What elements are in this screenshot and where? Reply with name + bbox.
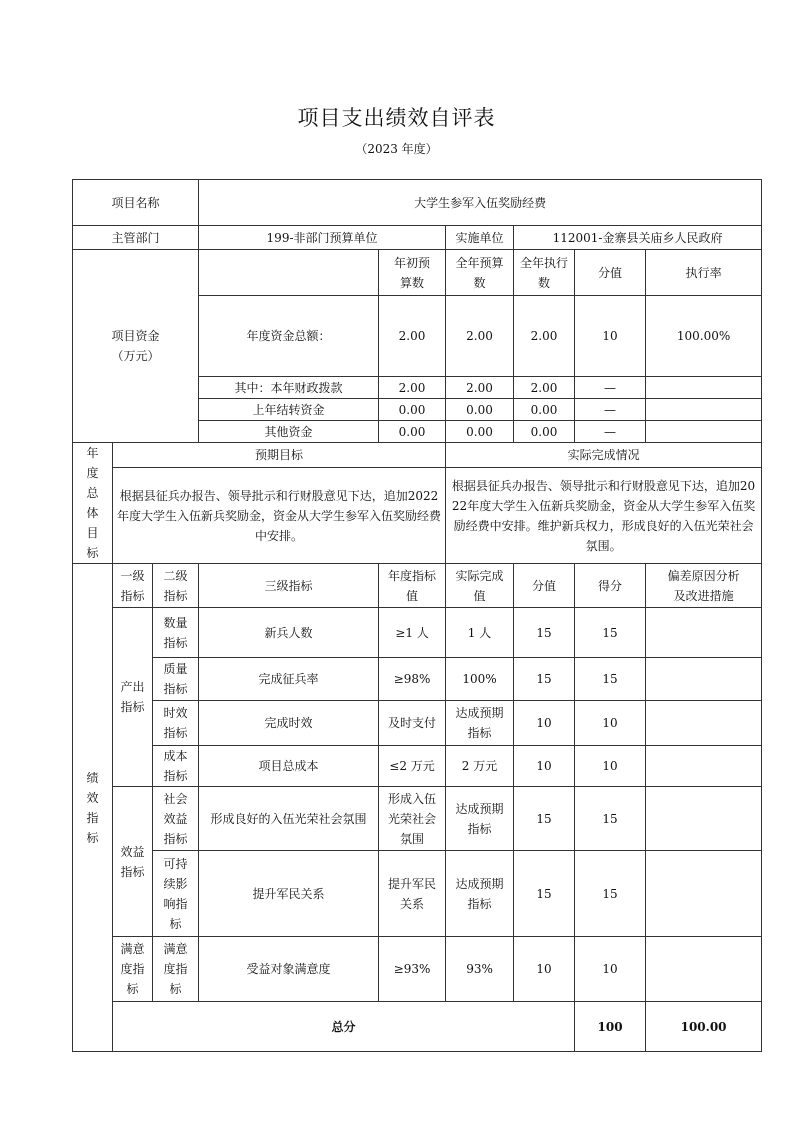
value-cell: 15 (514, 608, 575, 658)
funds-row-label: 其中：本年财政拨款 (199, 377, 379, 399)
funds-executed: 2.00 (514, 377, 575, 399)
col-actual: 实际完成 值 (446, 564, 514, 608)
col-deviation: 偏差原因分析 及改进措施 (646, 564, 762, 608)
level3-cell: 受益对象满意度 (199, 937, 379, 1002)
col-level3: 三级指标 (199, 564, 379, 608)
indicator-row (73, 701, 762, 746)
level2-cell: 社会 效益 指标 (153, 787, 199, 851)
indicator-row (73, 746, 762, 787)
page-subtitle: （2023 年度） (355, 142, 438, 156)
level3-cell: 完成征兵率 (199, 658, 379, 701)
level2-cell: 时效 指标 (153, 701, 199, 746)
department-row (73, 226, 762, 250)
expected-goal-label: 预期目标 (113, 443, 446, 468)
funds-rate (646, 377, 762, 399)
funds-initial: 2.00 (379, 296, 446, 377)
funds-rate: 100.00% (646, 296, 762, 377)
funds-row-label: 上年结转资金 (199, 399, 379, 421)
deviation-cell (646, 608, 762, 658)
target-cell: 形成入伍 光荣社会 氛围 (379, 787, 446, 851)
funds-score-value: — (575, 399, 646, 421)
funds-score-value: 10 (575, 296, 646, 377)
impl-value: 112001-金寨县关庙乡人民政府 (514, 226, 762, 250)
deviation-cell (646, 787, 762, 851)
funds-initial: 0.00 (379, 399, 446, 421)
self-evaluation-table (72, 179, 762, 1052)
deviation-cell (646, 746, 762, 787)
deviation-cell (646, 701, 762, 746)
level1-satisfaction: 满意 度指 标 (113, 937, 153, 1002)
actual-cell: 93% (446, 937, 514, 1002)
expected-goal-text: 根据县征兵办报告、领导批示和行财股意见下达，追加2022年度大学生入伍新兵奖励金，资金从大学生参军入伍奖励经费中安排。 (113, 468, 446, 564)
value-cell: 10 (514, 746, 575, 787)
indicator-row (73, 851, 762, 937)
funds-rate (646, 421, 762, 443)
score-cell: 10 (575, 937, 646, 1002)
score-cell: 10 (575, 746, 646, 787)
level3-cell: 新兵人数 (199, 608, 379, 658)
total-value: 100 (575, 1002, 646, 1052)
deviation-cell (646, 658, 762, 701)
level2-cell: 成本 指标 (153, 746, 199, 787)
level2-cell: 质量 指标 (153, 658, 199, 701)
funds-col-executed: 全年执行 数 (514, 250, 575, 296)
score-cell: 15 (575, 851, 646, 937)
actual-result-text: 根据县征兵办报告、领导批示和行财股意见下达，追加2022年度大学生入伍新兵奖励金，资金从大学生参军入伍奖励经费中安排。维护新兵权力，形成良好的入伍光荣社会氛围。 (446, 468, 762, 564)
col-score: 得分 (575, 564, 646, 608)
indicator-row (73, 608, 762, 658)
col-level2: 二级 指标 (153, 564, 199, 608)
funds-score-value: — (575, 421, 646, 443)
funds-col-rate: 执行率 (646, 250, 762, 296)
indicators-header-row (73, 564, 762, 608)
level3-cell: 项目总成本 (199, 746, 379, 787)
funds-annual: 0.00 (446, 399, 514, 421)
target-cell: ≥98% (379, 658, 446, 701)
deviation-cell (646, 851, 762, 937)
score-cell: 15 (575, 608, 646, 658)
level1-output: 产出 指标 (113, 608, 153, 787)
score-cell: 10 (575, 701, 646, 746)
target-cell: ≥1 人 (379, 608, 446, 658)
indicator-row (73, 787, 762, 851)
funds-col-annual: 全年预算 数 (446, 250, 514, 296)
funds-annual: 0.00 (446, 421, 514, 443)
target-cell: 提升军民 关系 (379, 851, 446, 937)
col-target: 年度指标 值 (379, 564, 446, 608)
score-cell: 15 (575, 787, 646, 851)
value-cell: 15 (514, 787, 575, 851)
value-cell: 10 (514, 937, 575, 1002)
funds-initial: 2.00 (379, 377, 446, 399)
actual-cell: 1 人 (446, 608, 514, 658)
deviation-cell (646, 937, 762, 1002)
score-cell: 15 (575, 658, 646, 701)
target-cell: 及时支付 (379, 701, 446, 746)
col-level1: 一级 指标 (113, 564, 153, 608)
total-label: 总分 (113, 1002, 575, 1052)
indicator-row (73, 658, 762, 701)
page-title: 项目支出绩效自评表 (297, 106, 496, 130)
funds-initial: 0.00 (379, 421, 446, 443)
level2-cell: 可持 续影 响指 标 (153, 851, 199, 937)
actual-cell: 达成预期 指标 (446, 701, 514, 746)
funds-executed: 2.00 (514, 296, 575, 377)
funds-annual: 2.00 (446, 377, 514, 399)
project-name-value: 大学生参军入伍奖励经费 (199, 180, 762, 226)
value-cell: 10 (514, 701, 575, 746)
actual-result-label: 实际完成情况 (446, 443, 762, 468)
level3-cell: 提升军民关系 (199, 851, 379, 937)
funds-row-label: 其他资金 (199, 421, 379, 443)
project-name-row (73, 180, 762, 226)
level2-cell: 满意 度指 标 (153, 937, 199, 1002)
funds-col-initial: 年初预 算数 (379, 250, 446, 296)
level3-cell: 形成良好的入伍光荣社会氛围 (199, 787, 379, 851)
funds-score-value: — (575, 377, 646, 399)
funds-row-label: 年度资金总额： (199, 296, 379, 377)
value-cell: 15 (514, 658, 575, 701)
actual-cell: 达成预期 指标 (446, 787, 514, 851)
total-row (73, 1002, 762, 1052)
target-cell: ≤2 万元 (379, 746, 446, 787)
value-cell: 15 (514, 851, 575, 937)
level2-cell: 数量 指标 (153, 608, 199, 658)
funds-blank-cell (199, 250, 379, 296)
project-name-label: 项目名称 (73, 180, 199, 226)
funds-header-row (73, 250, 762, 296)
impl-label: 实施单位 (446, 226, 514, 250)
indicator-row (73, 937, 762, 1002)
level3-cell: 完成时效 (199, 701, 379, 746)
col-value: 分值 (514, 564, 575, 608)
goals-content-row (73, 468, 762, 564)
funds-rate (646, 399, 762, 421)
funds-label (73, 250, 199, 443)
funds-annual: 2.00 (446, 296, 514, 377)
level1-benefit: 效益 指标 (113, 787, 153, 937)
actual-cell: 2 万元 (446, 746, 514, 787)
actual-cell: 达成预期 指标 (446, 851, 514, 937)
dept-label: 主管部门 (73, 226, 199, 250)
goals-header-row (73, 443, 762, 468)
indicators-label: 绩 效 指 标 (73, 564, 113, 1052)
goals-label: 年 度 总 体 目 标 (73, 443, 113, 564)
dept-value: 199-非部门预算单位 (199, 226, 446, 250)
funds-executed: 0.00 (514, 421, 575, 443)
funds-label-line1: 项目资金 (111, 329, 160, 343)
funds-executed: 0.00 (514, 399, 575, 421)
funds-col-score-value: 分值 (575, 250, 646, 296)
target-cell: ≥93% (379, 937, 446, 1002)
funds-label-line2: （万元） (111, 349, 160, 363)
actual-cell: 100% (446, 658, 514, 701)
total-score: 100.00 (646, 1002, 762, 1052)
